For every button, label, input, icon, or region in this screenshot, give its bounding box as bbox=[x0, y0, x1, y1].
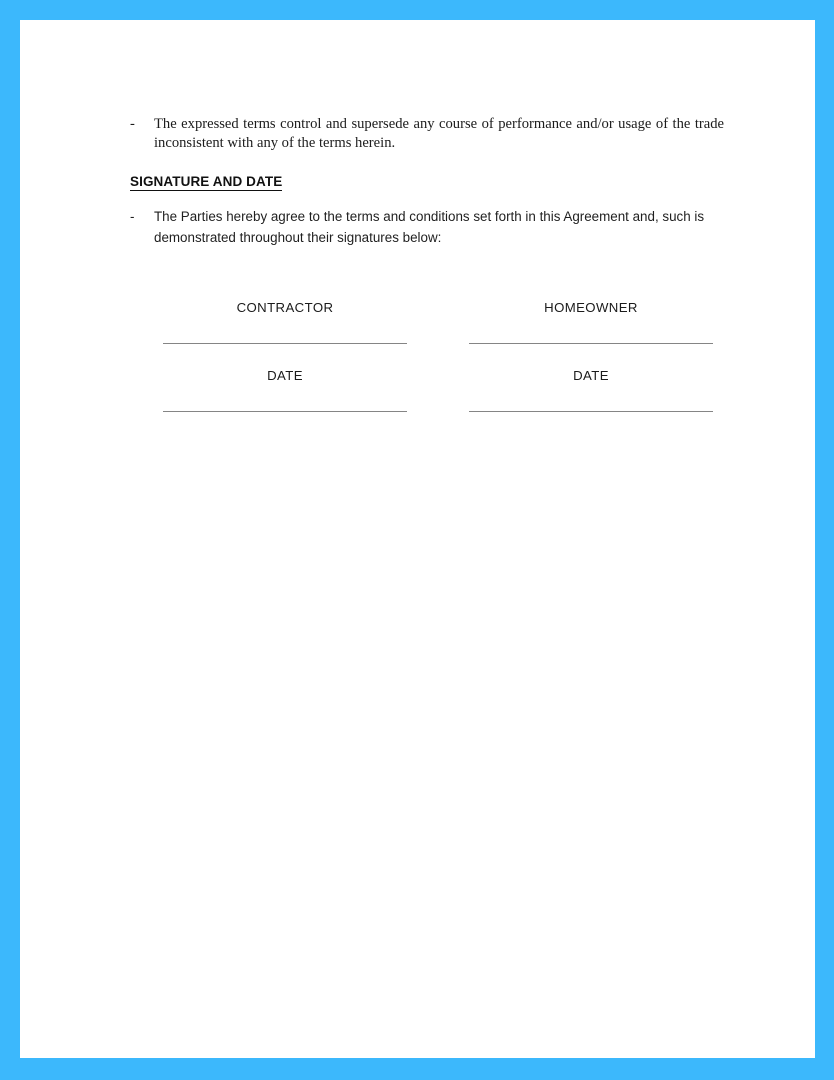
signature-label-homeowner: HOMEOWNER bbox=[544, 300, 638, 315]
section-heading-text: SIGNATURE AND DATE bbox=[130, 174, 283, 189]
date-label-contractor: DATE bbox=[267, 368, 303, 383]
signature-date-row bbox=[110, 368, 724, 412]
signature-column-homeowner bbox=[469, 300, 713, 344]
document-page bbox=[20, 20, 815, 1058]
date-label-homeowner: DATE bbox=[573, 368, 609, 383]
date-line-homeowner[interactable] bbox=[469, 411, 713, 412]
clause-text: The expressed terms control and supersede any course of performance and/or usage of the trade inconsistent with any of the terms herein. bbox=[154, 116, 724, 151]
signature-name-row bbox=[110, 300, 724, 344]
signature-block bbox=[110, 300, 724, 412]
clause-expressed-terms bbox=[110, 115, 724, 152]
document-body bbox=[110, 115, 724, 412]
clause-text: The Parties hereby agree to the terms and conditions set forth in this Agreement and, such is demonstrated throughout their signatures below: bbox=[154, 209, 705, 245]
section-heading-signature-and-date bbox=[110, 174, 724, 189]
clause-parties-agree bbox=[110, 207, 724, 248]
signature-line-contractor[interactable] bbox=[163, 343, 407, 344]
signature-column-contractor bbox=[163, 300, 407, 344]
date-line-contractor[interactable] bbox=[163, 411, 407, 412]
signature-label-contractor: CONTRACTOR bbox=[236, 300, 334, 315]
date-column-contractor bbox=[163, 368, 407, 412]
date-column-homeowner bbox=[469, 368, 713, 412]
signature-line-homeowner[interactable] bbox=[469, 343, 713, 344]
clause-bullet-dash: - bbox=[130, 209, 135, 224]
clause-bullet-dash: - bbox=[130, 116, 135, 132]
